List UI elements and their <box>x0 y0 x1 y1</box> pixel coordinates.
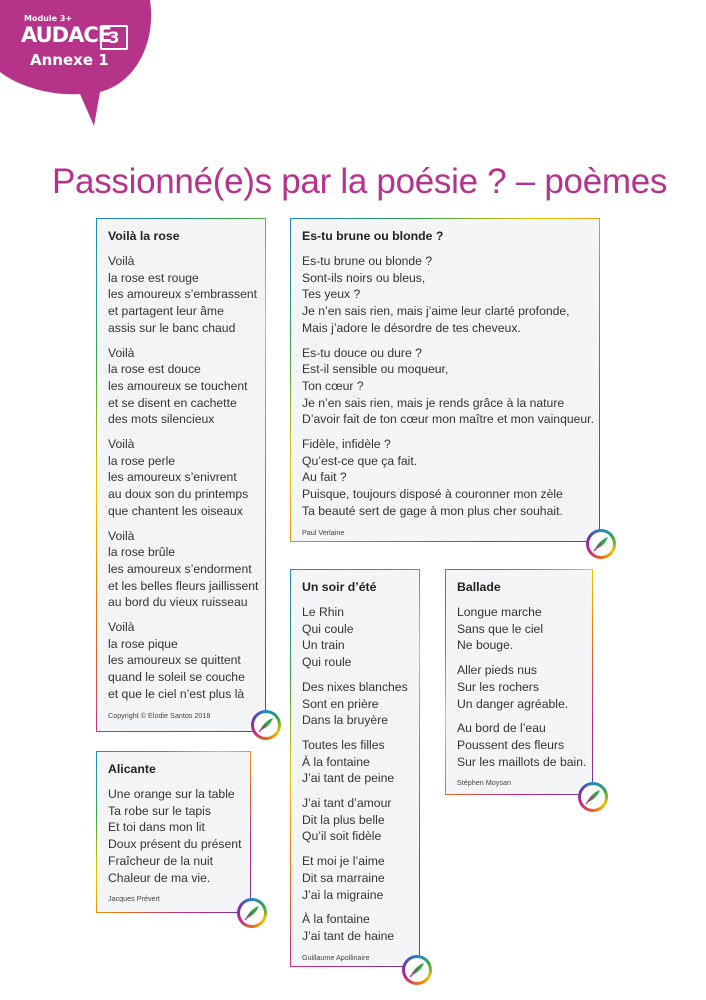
poem-line: la rose est douce <box>108 362 201 377</box>
poem-line: Qu’est-ce que ça fait. <box>302 453 418 468</box>
poem-line: Ton cœur ? <box>302 378 364 393</box>
quill-icon <box>578 782 608 812</box>
stanza <box>457 720 587 770</box>
poem-line: Ne bouge. <box>457 638 514 653</box>
poem-line: la rose perle <box>108 453 176 468</box>
module-badge <box>0 0 152 126</box>
poem-line: au doux son du printemps <box>108 487 249 502</box>
poem-line: Est-il sensible ou moqueur, <box>302 362 449 377</box>
poem-author: Jacques Prévert <box>108 894 160 904</box>
stanza <box>108 253 258 337</box>
poem-line: Voilà <box>108 345 135 360</box>
poem-author: Guillaume Apollinaire <box>302 952 370 962</box>
page-title: Passionné(e)s par la poésie ? – poèmes <box>52 162 668 201</box>
poem-line: Des nixes blanches <box>302 679 408 694</box>
stanza <box>302 253 589 337</box>
poem-line: Et toi dans mon lit <box>108 820 205 835</box>
poem-line: Qui roule <box>302 655 352 670</box>
quill-icon <box>586 529 616 559</box>
poem-card-ballade <box>445 569 593 795</box>
poem-line: Chaleur de ma vie. <box>108 870 211 885</box>
poem-line: et les belles fleurs jaillissent <box>108 578 259 593</box>
poem-line: Et moi je l’aime <box>302 854 385 869</box>
poem-line: et que le ciel n’est plus là <box>108 686 245 701</box>
poem-line: Voilà <box>108 437 135 452</box>
stanza <box>108 786 240 886</box>
poem-line: au bord du vieux ruisseau <box>108 595 248 610</box>
poem-line: J’ai tant de peine <box>302 771 395 786</box>
poem-body <box>302 604 409 945</box>
poem-line: J’ai tant d’amour <box>302 796 392 811</box>
stanza <box>108 436 255 520</box>
poem-line: Je n’en sais rien, mais je rends grâce à la nature <box>302 395 565 410</box>
poem-line: les amoureux s’embrassent <box>108 287 258 302</box>
poem-line: Mais j’adore le désordre de tes cheveux. <box>302 320 521 335</box>
poem-line: Tes yeux ? <box>302 287 361 302</box>
poem-line: les amoureux s’endorment <box>108 561 252 576</box>
poem-line: Puisque, toujours disposé à couronner mon zèle <box>302 487 563 502</box>
poem-line: Sur les rochers <box>457 679 539 694</box>
poem-line: que chantent les oiseaux <box>108 503 243 518</box>
stanza <box>108 345 255 429</box>
poem-line: la rose pique <box>108 636 178 651</box>
poem-line: Voilà <box>108 254 135 268</box>
poem-author: Stéphen Moysan <box>457 778 511 788</box>
poem-body <box>457 604 587 770</box>
poem-body <box>108 253 259 703</box>
poem-title: Es-tu brune ou blonde ? <box>302 229 444 243</box>
poem-line: Ta robe sur le tapis <box>108 803 211 818</box>
poem-line: les amoureux se touchent <box>108 378 248 393</box>
quill-icon <box>402 955 432 985</box>
stanza <box>302 737 409 787</box>
poem-line: À la fontaine <box>302 754 370 769</box>
poem-line: Aller pieds nus <box>457 663 537 678</box>
poem-line: Au bord de l’eau <box>457 721 546 736</box>
stanza <box>302 795 409 845</box>
poem-line: Sans que le ciel <box>457 621 544 636</box>
poem-line: les amoureux s’enivrent <box>108 470 237 485</box>
quill-icon <box>251 710 281 740</box>
poem-line: Une orange sur la table <box>108 787 235 801</box>
poem-line: des mots silencieux <box>108 412 215 427</box>
module-label: Module 3+ <box>24 14 73 23</box>
poem-line: À la fontaine <box>302 912 370 927</box>
poem-line: Voilà <box>108 620 135 635</box>
stanza <box>108 619 255 703</box>
poem-line: Qui coule <box>302 621 354 636</box>
poem-card-rose <box>96 218 266 732</box>
poem-card-soir <box>290 569 420 967</box>
poem-author: Paul Verlaine <box>302 527 345 537</box>
poem-card-brune <box>290 218 600 542</box>
poem-line: la rose est rouge <box>108 270 199 285</box>
poem-body <box>302 253 594 520</box>
poem-line: Dit sa marraine <box>302 870 385 885</box>
series-name: AUDACE <box>21 23 112 47</box>
stanza <box>302 679 409 729</box>
stanza <box>302 604 409 671</box>
stanza <box>457 662 582 712</box>
poem-line: Fidèle, infidèle ? <box>302 437 391 452</box>
poem-line: Longue marche <box>457 605 542 619</box>
poem-line: Je n’en sais rien, mais j’aime leur clarté profonde, <box>302 304 570 319</box>
poem-title: Ballade <box>457 580 501 594</box>
poem-line: assis sur le banc chaud <box>108 320 236 335</box>
poem-title: Alicante <box>108 762 156 776</box>
poem-line: Au fait ? <box>302 470 347 485</box>
poem-author: Copyright © Elodie Santos 2018 <box>108 710 211 720</box>
stanza <box>302 345 594 429</box>
poem-line: Poussent des fleurs <box>457 737 565 752</box>
poem-title: Un soir d’été <box>302 580 377 594</box>
stanza <box>108 528 259 612</box>
poem-line: Fraîcheur de la nuit <box>108 853 214 868</box>
poem-line: Es-tu douce ou dure ? <box>302 345 422 360</box>
quill-icon <box>237 898 267 928</box>
poem-line: Voilà <box>108 528 135 543</box>
level-number: 3 <box>100 25 128 50</box>
poem-line: D’avoir fait de ton cœur mon maître et mon vainqueur. <box>302 412 594 427</box>
poem-card-alicante <box>96 751 251 913</box>
poem-line: Sont-ils noirs ou bleus, <box>302 270 426 285</box>
annexe-label: Annexe 1 <box>30 51 109 69</box>
poem-line: J’ai tant de haine <box>302 928 395 943</box>
stanza <box>302 911 409 944</box>
poem-line: et partagent leur âme <box>108 304 224 319</box>
poem-line: quand le soleil se couche <box>108 670 245 685</box>
poem-line: les amoureux se quittent <box>108 653 241 668</box>
stanza <box>302 853 409 903</box>
poem-line: Dans la bruyère <box>302 713 389 728</box>
poem-line: Le Rhin <box>302 605 345 619</box>
poem-line: Sont en prière <box>302 696 379 711</box>
poem-line: Ta beauté sert de gage à mon plus cher souhait. <box>302 503 563 518</box>
poem-line: Un train <box>302 638 345 653</box>
poem-line: J’ai la migraine <box>302 887 384 902</box>
poem-line: et se disent en cachette <box>108 395 237 410</box>
poem-line: Dit la plus belle <box>302 812 385 827</box>
poem-line: Toutes les filles <box>302 737 385 752</box>
stanza <box>302 436 589 520</box>
poem-line: Qu’il soit fidèle <box>302 829 382 844</box>
stanza <box>457 604 582 654</box>
poem-line: Es-tu brune ou blonde ? <box>302 254 433 268</box>
poem-line: la rose brûle <box>108 545 176 560</box>
poem-body <box>108 786 240 886</box>
poem-line: Sur les maillots de bain. <box>457 754 587 769</box>
poem-title: Voilà la rose <box>108 229 180 243</box>
poem-line: Doux présent du présent <box>108 837 242 852</box>
poem-line: Un danger agréable. <box>457 696 569 711</box>
